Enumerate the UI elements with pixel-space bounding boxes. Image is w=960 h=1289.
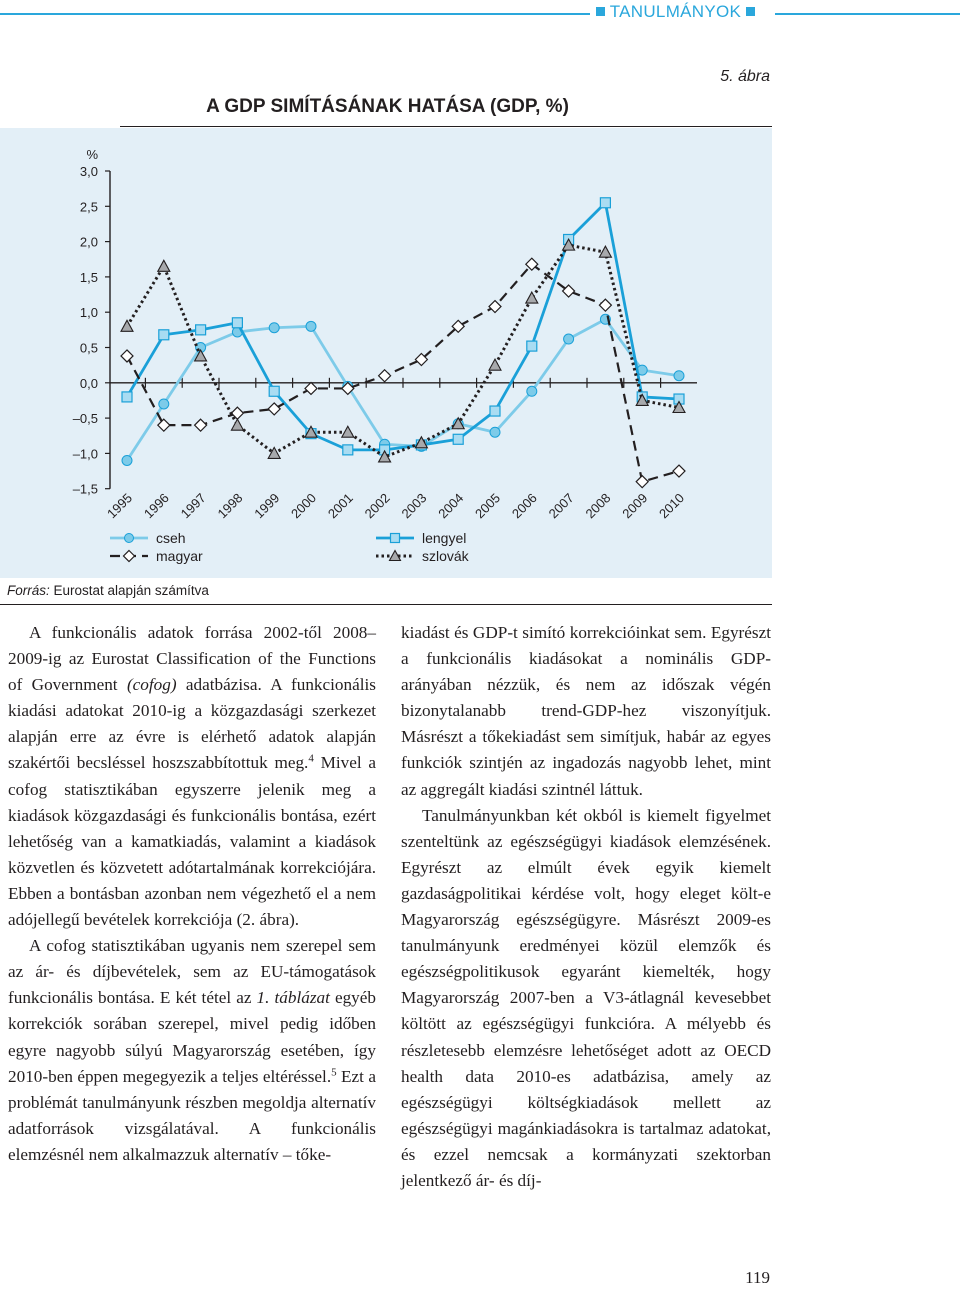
x-tick-label: 1998 bbox=[214, 490, 246, 522]
legend-label: cseh bbox=[156, 530, 186, 546]
paragraph-text: adatbázisa. A funkcionális kiadási adatokat 2010-ig a közgazdasági szerkezet alapján erre az évre is elérhető adatok alapján szakértői becsléssel hoszszabbítottuk meg. bbox=[8, 675, 376, 773]
point-square bbox=[122, 392, 132, 402]
x-tick-label: 2001 bbox=[324, 490, 356, 522]
point-square bbox=[269, 386, 279, 396]
legend-label: lengyel bbox=[422, 530, 467, 546]
paragraph-text: kiadást és GDP-t simító korrekcióinkat sem. Egyrészt a funkcionális kiadásokat a nominális GDP-arányában nézzük, és nem az időszak végén bizonytalanabb trend-GDP-hez viszonyítjuk. Másrészt a tőkekiadást sem simítjuk, habár az egyes funkciók szintjén az ingadozás nagyobb lehet, mint az aggregált kiadási szintnél láttuk. bbox=[401, 623, 771, 799]
x-tick-label: 1999 bbox=[251, 490, 283, 522]
gdp-smoothing-chart bbox=[0, 128, 775, 580]
footnote-ref: 5 bbox=[331, 1065, 337, 1078]
square-bullet-icon bbox=[596, 7, 605, 16]
point-circle bbox=[159, 399, 169, 409]
source-label: Forrás: bbox=[7, 583, 50, 598]
figure-bottom-rule bbox=[0, 604, 772, 605]
text-column-right bbox=[401, 620, 771, 1194]
paragraph-text: A cofog statisztikában ugyanis nem szerepel sem az ár- és díjbevételek, sem az EU-támogatások funkcionális bontása. E két tétel az bbox=[8, 936, 376, 1008]
point-circle bbox=[125, 534, 134, 543]
x-tick-label: 2009 bbox=[619, 490, 651, 522]
figure-title-rule bbox=[120, 126, 772, 127]
y-tick-label: –0,5 bbox=[72, 411, 98, 427]
point-square bbox=[490, 406, 500, 416]
point-circle bbox=[490, 427, 500, 437]
text-column-left bbox=[8, 620, 376, 1168]
y-tick-label: 1,5 bbox=[79, 269, 98, 285]
paragraph-text: Ezt a problémát tanulmányunk részben megoldja alternatív adatforrások vizsgálatával. A funkcionális elemzésnél nem alkalmazzuk alternatív – tőke- bbox=[8, 1066, 376, 1164]
x-tick-label: 1995 bbox=[104, 490, 136, 522]
paragraph-text: 1. táblázat bbox=[256, 988, 330, 1008]
x-tick-label: 1996 bbox=[140, 490, 172, 522]
point-square bbox=[232, 318, 242, 328]
section-header-label: TANULMÁNYOK bbox=[609, 2, 742, 21]
point-circle bbox=[564, 334, 574, 344]
header-rule-left bbox=[0, 13, 590, 15]
section-header bbox=[596, 2, 771, 22]
point-square bbox=[600, 198, 610, 208]
page-number: 119 bbox=[745, 1268, 770, 1287]
figure-title: A GDP SIMÍTÁSÁNAK HATÁSA (GDP, %) bbox=[206, 96, 569, 117]
x-tick-label: 2003 bbox=[398, 490, 430, 522]
point-square bbox=[159, 330, 169, 340]
paragraph-text: egyéb korrekciók sorában szerepel, mivel pedig időben egyre nagyobb súlyú Magyarország esetében, így 2010-ben éppen megegyezik a teljes eltéréssel. bbox=[8, 988, 376, 1086]
y-tick-label: 1,0 bbox=[79, 305, 98, 321]
point-circle bbox=[122, 455, 132, 465]
point-circle bbox=[269, 323, 279, 333]
y-tick-label: 2,0 bbox=[79, 234, 98, 250]
point-square bbox=[453, 434, 463, 444]
x-tick-label: 2010 bbox=[656, 490, 688, 522]
figure-number: 5. ábra bbox=[720, 68, 770, 85]
figure-source bbox=[7, 583, 209, 598]
point-circle bbox=[674, 371, 684, 381]
paragraph bbox=[401, 620, 771, 803]
x-tick-label: 2007 bbox=[545, 490, 577, 522]
paragraph bbox=[8, 620, 376, 933]
point-square bbox=[391, 534, 400, 543]
paragraph bbox=[8, 933, 376, 1168]
point-square bbox=[196, 325, 206, 335]
paragraph-text: Tanulmányunkban két okból is kiemelt figyelmet szenteltünk az egészségügyi kiadások elemzésének. Egyrészt az elmúlt évek egyik kiemelt gazdaságpolitikai kérdése volt, hogy eleget költ-e Magyarország egészségügyre. Másrészt 2009-es tanulmányunk eredményei közül elemzők és egészségpolitikusok egyaránt kiemelték, hogy Magyarország 2007-ben a V3-átlagnál kevesebbet költött az egészségügyi funkcióra. A mélyebb és részletesebb elemzésre lehetőséget adott az OECD health data 2010-es adatbázisa, amely az egészségügyi költségkiadások mellett az egészségügyi magánkiadásokra is tartalmaz adatokat, és ezzel nemcsak a kormányzati szektorban jelentkező ár- és díj- bbox=[401, 805, 771, 1190]
footnote-ref: 4 bbox=[308, 752, 314, 765]
legend-label: magyar bbox=[156, 548, 203, 564]
x-tick-label: 2000 bbox=[288, 490, 320, 522]
point-square bbox=[343, 445, 353, 455]
square-bullet-icon bbox=[746, 7, 755, 16]
y-tick-label: –1,0 bbox=[72, 446, 98, 462]
point-square bbox=[527, 341, 537, 351]
paragraph bbox=[401, 803, 771, 1194]
y-tick-label: 3,0 bbox=[79, 164, 98, 179]
header-rule-right bbox=[775, 13, 960, 15]
x-tick-label: 2002 bbox=[361, 490, 393, 522]
source-text: Eurostat alapján számítva bbox=[49, 583, 209, 598]
paragraph-text: A funkcionális adatok forrása 2002-től 2008–2009-ig az Eurostat Classification of the Functions of Government bbox=[8, 623, 376, 695]
point-circle bbox=[527, 386, 537, 396]
point-circle bbox=[306, 321, 316, 331]
paragraph-text: Mivel a cofog statisztikában egyszerre jelenik meg a kiadások közgazdasági és funkcionális bontása, ezért lehetőség van a kamatkiadás, valamint a kiadások közvetlen és közvetett adótartalmának korrekciójára. Ebben a bontásban azonban nem végezhető el a nem adójellegű bevételek korrekciója (2. ábra). bbox=[8, 753, 376, 930]
y-tick-label: 0,5 bbox=[79, 340, 98, 356]
y-tick-label: 0,0 bbox=[79, 375, 98, 391]
x-tick-label: 1997 bbox=[177, 490, 209, 522]
y-tick-label: –1,5 bbox=[72, 481, 98, 497]
x-tick-label: 2008 bbox=[582, 490, 614, 522]
x-tick-label: 2005 bbox=[472, 490, 504, 522]
legend-label: szlovák bbox=[422, 548, 469, 564]
x-tick-label: 2004 bbox=[435, 490, 467, 522]
paragraph-text: (cofog) bbox=[126, 675, 177, 695]
y-axis-unit-label: % bbox=[86, 147, 98, 162]
y-tick-label: 2,5 bbox=[79, 199, 98, 215]
chart-container bbox=[0, 128, 775, 585]
x-tick-label: 2006 bbox=[508, 490, 540, 522]
